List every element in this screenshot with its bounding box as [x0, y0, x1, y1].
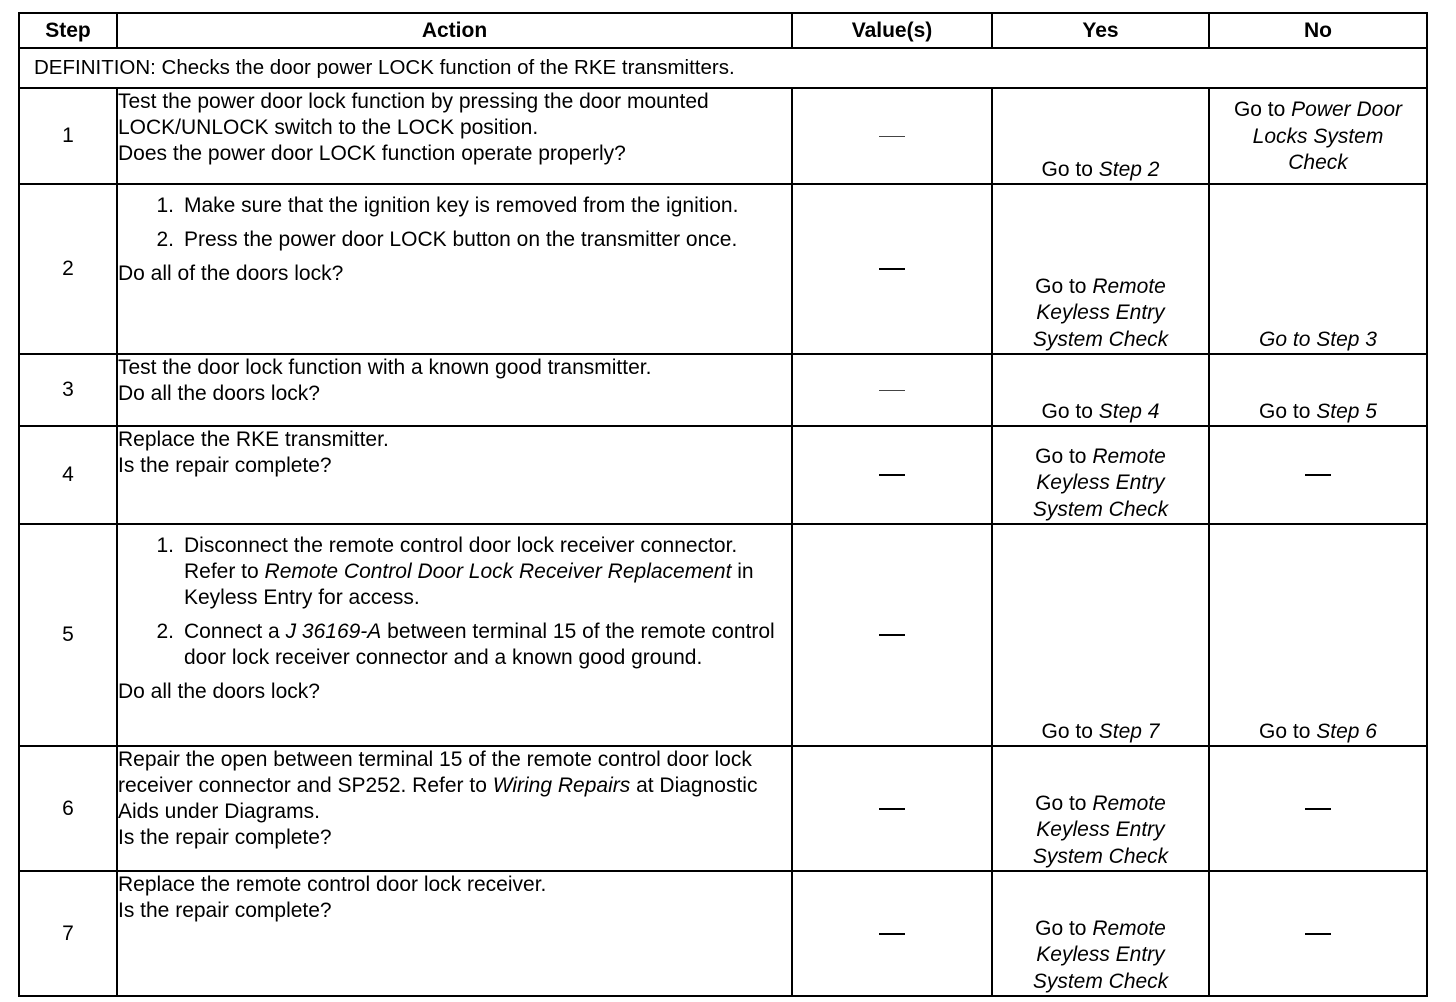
action-cell	[117, 88, 792, 184]
action-text: Test the power door lock function by pressing the door mounted LOCK/UNLOCK switch to the LOCK position.	[118, 90, 709, 139]
value-cell	[792, 871, 992, 996]
step-number: 4	[19, 426, 117, 524]
no-cell: Go to Step 6	[1209, 524, 1427, 746]
table-row	[19, 524, 1427, 746]
action-question: Do all the doors lock?	[118, 680, 320, 703]
action-text: Test the door lock function with a known good transmitter.	[118, 356, 652, 379]
action-cell	[117, 746, 792, 871]
yes-cell: Go to Step 7	[992, 524, 1209, 746]
table-row	[19, 354, 1427, 426]
yes-cell: Go to Step 4	[992, 354, 1209, 426]
no-cell	[1209, 184, 1427, 354]
action-list	[118, 193, 791, 261]
value-cell	[792, 426, 992, 524]
tool-reference: J 36169-A	[285, 620, 382, 643]
action-question: Is the repair complete?	[118, 454, 332, 477]
yes-cell: Go to Remote Keyless Entry System Check	[992, 426, 1209, 524]
yes-cell: Go to Step 2	[992, 88, 1209, 184]
yes-link[interactable]: Remote Keyless Entry System Check	[1032, 791, 1169, 868]
table-row	[19, 871, 1427, 996]
table-row	[19, 426, 1427, 524]
no-link[interactable]: Step 5	[1316, 399, 1377, 423]
reference-link[interactable]: Wiring Repairs	[492, 774, 631, 797]
table-row	[19, 88, 1427, 184]
action-question: Does the power door LOCK function operate properly?	[118, 142, 626, 165]
no-cell	[1209, 871, 1427, 996]
action-question: Is the repair complete?	[118, 899, 332, 922]
no-link[interactable]: Power Door Locks System Check	[1252, 98, 1403, 174]
step-number: 1	[19, 88, 117, 184]
diagnostic-table	[18, 12, 1428, 997]
header-action: Action	[117, 13, 792, 48]
dash	[879, 136, 905, 137]
action-text: Repair the open between terminal 15 of the remote control door lock receiver connector and SP252. Refer to Wiring Repairs at Diagnostic Aids under Diagrams.	[118, 748, 758, 823]
yes-link[interactable]: Remote Keyless Entry System Check	[1032, 444, 1169, 521]
no-cell: Go to Step 5	[1209, 354, 1427, 426]
dash	[879, 474, 905, 476]
value-cell	[792, 88, 992, 184]
definition-text: DEFINITION: Checks the door power LOCK function of the RKE transmitters.	[19, 48, 1427, 88]
reference-link[interactable]: Remote Control Door Lock Receiver Replacement	[264, 560, 732, 583]
yes-link[interactable]: Remote Keyless Entry System Check	[1032, 916, 1169, 993]
header-yes: Yes	[992, 13, 1209, 48]
yes-link[interactable]: Remote Keyless Entry System Check	[1032, 274, 1169, 351]
header-no: No	[1209, 13, 1427, 48]
action-text: Replace the RKE transmitter.	[118, 428, 389, 451]
yes-cell: Go to Remote Keyless Entry System Check	[992, 746, 1209, 871]
yes-link[interactable]: Step 7	[1098, 719, 1160, 743]
no-cell	[1209, 426, 1427, 524]
action-text: Replace the remote control door lock receiver.	[118, 873, 547, 896]
table-row	[19, 184, 1427, 354]
value-cell	[792, 184, 992, 354]
value-cell	[792, 354, 992, 426]
header-values: Value(s)	[792, 13, 992, 48]
dash	[879, 268, 905, 270]
action-cell	[117, 354, 792, 426]
action-cell	[117, 871, 792, 996]
definition-row	[19, 48, 1427, 88]
no-cell: Go to Power Door Locks System Check	[1209, 88, 1427, 184]
action-cell	[117, 426, 792, 524]
action-cell	[117, 184, 792, 354]
dash	[879, 933, 905, 935]
header-row	[19, 13, 1427, 48]
action-list	[118, 533, 791, 679]
dash	[879, 808, 905, 810]
list-item: 2. Press the power door LOCK button on the transmitter once.	[156, 228, 738, 251]
header-step: Step	[19, 13, 117, 48]
dash	[1305, 933, 1331, 935]
step-number: 3	[19, 354, 117, 426]
value-cell	[792, 746, 992, 871]
dash	[1305, 474, 1331, 476]
action-question: Do all of the doors lock?	[118, 262, 344, 285]
yes-cell: Go to Remote Keyless Entry System Check	[992, 871, 1209, 996]
step-number: 6	[19, 746, 117, 871]
yes-cell: Go to Remote Keyless Entry System Check	[992, 184, 1209, 354]
step-number: 7	[19, 871, 117, 996]
dash	[879, 634, 905, 636]
yes-link[interactable]: Step 4	[1098, 399, 1160, 423]
yes-link[interactable]: Step 2	[1098, 157, 1160, 181]
dash	[879, 390, 905, 391]
dash	[1305, 808, 1331, 810]
no-link[interactable]: Go to Step 3	[1259, 327, 1377, 351]
step-number: 2	[19, 184, 117, 354]
list-item: 1. Make sure that the ignition key is removed from the ignition.	[156, 194, 739, 217]
no-cell	[1209, 746, 1427, 871]
list-item: 1. Disconnect the remote control door lock receiver connector. Refer to Remote Control Door Lock Receiver Replacement in Keyless Entry for access.	[156, 534, 754, 609]
step-number: 5	[19, 524, 117, 746]
table-row	[19, 746, 1427, 871]
action-question: Do all the doors lock?	[118, 382, 320, 405]
action-cell	[117, 524, 792, 746]
value-cell	[792, 524, 992, 746]
list-item: 2. Connect a J 36169-A between terminal 15 of the remote control door lock receiver connector and a known good ground.	[156, 620, 775, 669]
action-question: Is the repair complete?	[118, 826, 332, 849]
no-link[interactable]: Step 6	[1316, 719, 1377, 743]
